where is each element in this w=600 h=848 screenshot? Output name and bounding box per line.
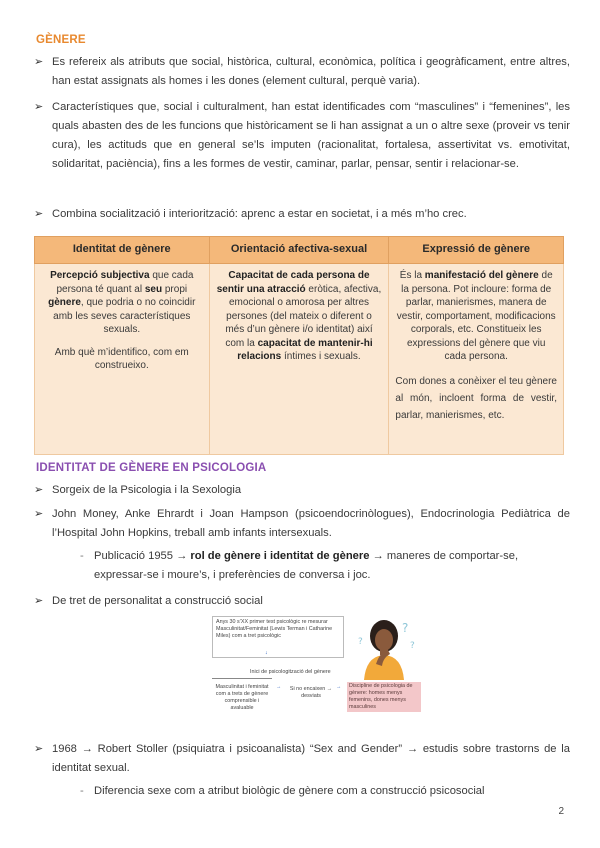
question-mark-icon: ? bbox=[358, 637, 363, 647]
page-number: 2 bbox=[558, 806, 564, 817]
down-arrow-icon: ↓ bbox=[265, 650, 268, 656]
section-title-genere: GÈNERE bbox=[36, 34, 86, 46]
table-header-cell: Orientació afectiva-sexual bbox=[209, 237, 389, 264]
arrow-bullet-icon: ➢ bbox=[34, 484, 44, 496]
table-header-cell: Expressió de gènere bbox=[389, 237, 564, 264]
table-row bbox=[35, 264, 564, 455]
gender-concepts-table bbox=[34, 236, 564, 455]
face-shape bbox=[375, 629, 393, 651]
right-arrow-icon: → bbox=[276, 684, 282, 690]
question-mark-icon: ? bbox=[410, 641, 415, 651]
bullet-item: ➢ Combina socialització i interiorització: aprenc a estar en societat, i a més m’ho crec. bbox=[52, 205, 570, 224]
diagram-line bbox=[212, 678, 272, 679]
table-cell-identitat: Percepció subjectiva que cada persona té quant al seu propi gènere, que podria o no coincidir amb les seves característiques sexuals. Amb què m’identifico, com em construeixo. bbox=[35, 264, 210, 455]
section-title-psicologia: IDENTITAT DE GÈNERE EN PSICOLOGIA bbox=[36, 462, 267, 474]
sub-bullet-item: - Diferencia sexe com a atribut biològic de gènere com a construcció psicosocial bbox=[94, 782, 570, 801]
arrow-bullet-icon: ➢ bbox=[34, 101, 44, 113]
table-cell-orientacio: Capacitat de cada persona de sentir una atracció eròtica, afectiva, emocional o amorosa per altres persones (del mateix o diferent o més d’un gènere i/o identitat) així com la capacitat de mantenir-hi relacions íntimes i sexuals. bbox=[209, 264, 389, 455]
arrow-bullet-icon: ➢ bbox=[34, 595, 44, 607]
table-cell-expressio: És la manifestació del gènere de la persona. Pot incloure: forma de parlar, manierismes, manera de vestir, comportament, modificacions corporals, etc. Constitueix les expressions del gènere que viu cada persona. Com dones a conèixer el teu gènere al món, incloent forma de vestir, parlar, manierismes, etc. bbox=[389, 264, 564, 455]
diagram-center-text: Si no encaixen → desviats bbox=[289, 686, 333, 699]
sub-bullet-item: - Publicació 1955 → rol de gènere i identitat de gènere → maneres de comportar-se, expressar-se i moure’s, i preferències de conversa i joc. bbox=[94, 547, 570, 585]
diagram-middle-text: Inici de psicologització del gènere bbox=[250, 669, 331, 675]
diagram-top-text: Anys 30 s’XX primer test psicològic re mesurar Masculinitat/Feminitat (Lewis Terman i Catharine Miles) com a tret psicològic bbox=[216, 619, 333, 639]
right-arrow-icon: → bbox=[336, 684, 342, 690]
bullet-item: ➢ Sorgeix de la Psicologia i la Sexologia bbox=[52, 481, 570, 500]
table-header-row bbox=[35, 237, 564, 264]
question-mark-icon: ? bbox=[402, 621, 409, 635]
thinking-woman-illustration bbox=[350, 614, 430, 680]
diagram-right-box: Discipline de psicologia de gènere: homes menys femenins, dones menys masculines bbox=[347, 682, 421, 712]
dash-bullet-icon: - bbox=[80, 785, 84, 797]
arrow-bullet-icon: ➢ bbox=[34, 508, 44, 520]
arrow-bullet-icon: ➢ bbox=[34, 208, 44, 220]
arrow-bullet-icon: ➢ bbox=[34, 743, 44, 755]
table-header-cell: Identitat de gènere bbox=[35, 237, 210, 264]
bullet-item: ➢ John Money, Anke Ehrardt i Joan Hampson (psicoendocrinòlogues), Endocrinologia Pediàtrica de l’Hospital John Hopkins, treball amb infants intersexuals. bbox=[52, 505, 570, 543]
bullet-item: ➢ Es refereix als atributs que social, històrica, cultural, econòmica, política i geogràficament, entre altres, han estat assignats als homes i les dones (element cultural, perquè varia). bbox=[52, 53, 570, 91]
bullet-item: ➢ Característiques que, social i culturalment, han estat identificades com “masculines” i “femenines”, les quals abasten des de les funcions que històricament se li han assignat a un o altre sexe (proveir vs tenir cura), les actituds que en general se’ls imputen (racionalitat, fortalesa, assertivitat vs. emotivitat, solidaritat, paciència), fins a les formes de vestir, caminar, parlar, pensar, sentir i relacionar-se. bbox=[52, 98, 570, 174]
bullet-item: ➢ De tret de personalitat a construcció social bbox=[52, 592, 570, 611]
diagram-left-text: Masculinitat i feminitat com a trets de gènere comprensible i avaluable bbox=[215, 684, 269, 711]
dash-bullet-icon: - bbox=[80, 550, 84, 562]
arrow-bullet-icon: ➢ bbox=[34, 56, 44, 68]
gender-psychology-diagram bbox=[210, 614, 430, 724]
bullet-item: ➢ 1968 → Robert Stoller (psiquiatra i psicoanalista) “Sex and Gender” → estudis sobre trastorns de la identitat sexual. bbox=[52, 740, 570, 778]
